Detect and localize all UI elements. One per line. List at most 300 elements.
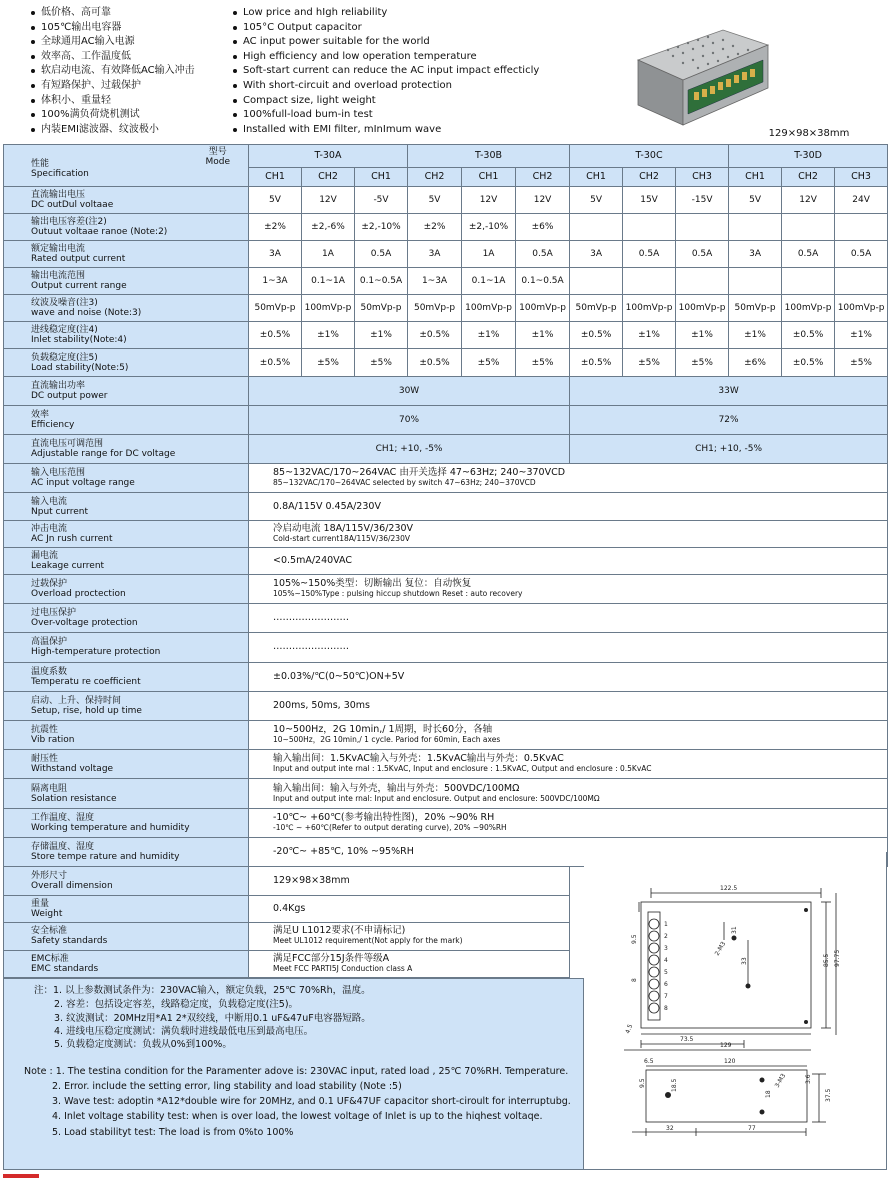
row-label xyxy=(4,376,249,405)
value-cell: 100mVp-p xyxy=(782,295,835,322)
dimension-label: 2-M3 xyxy=(713,940,728,957)
spec-row xyxy=(4,720,888,749)
value-cell: 0.5A xyxy=(355,240,408,267)
row-label-cn: 启动、上升、保持时间 xyxy=(31,695,122,706)
row-label xyxy=(4,923,249,950)
value-cell xyxy=(676,268,729,295)
terminal-number: 5 xyxy=(664,969,668,976)
value-cell: 100mVp-p xyxy=(623,295,676,322)
general-value xyxy=(249,547,888,574)
row-label-en: Inlet stability(Note:4) xyxy=(31,335,127,346)
general-value-sub: 10~500Hz，2G 10min,/ 1 cycle. Pariod for 60min, Each axes xyxy=(273,735,501,745)
row-label-cn: 过载保护 xyxy=(31,578,68,589)
row-label-en: wave and noise (Note:3) xyxy=(31,308,142,319)
value-cell: ±5% xyxy=(676,349,729,376)
row-label xyxy=(4,604,249,633)
notes-panel xyxy=(3,978,584,1170)
terminal-number: 4 xyxy=(664,957,668,964)
value-cell: ±2,-6% xyxy=(302,213,355,240)
row-label-en: Overall dimension xyxy=(31,881,113,892)
row-label xyxy=(4,268,249,295)
spec-row xyxy=(4,464,888,493)
spec-row xyxy=(4,405,888,434)
row-label-cn: 过电压保护 xyxy=(31,608,77,619)
feature-en-item: Soft-start current can reduce the AC input impact effecticly xyxy=(232,64,539,79)
value-cell: 1A xyxy=(462,240,516,267)
general-value-main: 129×98×38mm xyxy=(273,875,350,887)
feature-cn-item: 体积小、重量轻 xyxy=(30,94,195,109)
value-cell: ±1% xyxy=(729,322,782,349)
feature-en-item: 100%full-load bum-in test xyxy=(232,108,539,123)
merged-value-right: CH1; +10, -5% xyxy=(570,435,888,464)
row-label-cn: 外形尺寸 xyxy=(31,871,68,882)
row-label xyxy=(4,213,249,240)
feature-en-item: AC input power suitable for the world xyxy=(232,35,539,50)
dimension-label: 18 xyxy=(765,1090,772,1098)
row-label xyxy=(4,867,249,896)
corner-model-en: Mode xyxy=(205,157,230,167)
terminal-number: 1 xyxy=(664,921,668,928)
note-cn: 5. 负载稳定度测试：负载从0%到100%。 xyxy=(54,1039,232,1050)
row-label xyxy=(4,493,249,520)
general-value xyxy=(249,604,888,633)
row-label xyxy=(4,322,249,349)
value-cell: 50mVp-p xyxy=(408,295,462,322)
power-supply-photo xyxy=(628,20,773,130)
general-value-main: 0.8A/115V 0.45A/230V xyxy=(273,500,381,512)
row-label xyxy=(4,186,249,213)
value-cell: 50mVp-p xyxy=(570,295,623,322)
feature-en-item: High efficiency and low operation temperature xyxy=(232,50,539,65)
row-label-cn: 直流电压可调范围 xyxy=(31,439,104,450)
spec-row xyxy=(4,520,888,547)
dimension-label: 31 xyxy=(731,926,738,934)
general-value-main: 200ms, 50ms, 30ms xyxy=(273,699,370,711)
value-cell: ±0.5% xyxy=(408,322,462,349)
value-cell: ±5% xyxy=(623,349,676,376)
value-cell: 12V xyxy=(462,186,516,213)
value-cell xyxy=(729,213,782,240)
general-value-main: 105%~150%类型：切断输出 复位：自动恢复 xyxy=(273,577,472,589)
spec-row xyxy=(4,376,888,405)
row-label-en: Store tempe rature and humidity xyxy=(31,851,180,862)
value-cell: ±5% xyxy=(462,349,516,376)
value-cell: ±1% xyxy=(302,322,355,349)
feature-cn-item: 内装EMI滤波器、纹波极小 xyxy=(30,123,195,138)
value-cell: 24V xyxy=(835,186,888,213)
value-cell: ±1% xyxy=(676,322,729,349)
value-cell: 50mVp-p xyxy=(355,295,408,322)
dimension-label: 9.5 xyxy=(639,1078,646,1088)
general-value-main: …………………… xyxy=(273,641,349,653)
row-label xyxy=(4,574,249,603)
row-label-en: DC output power xyxy=(31,390,108,401)
value-cell: 50mVp-p xyxy=(249,295,302,322)
spec-row xyxy=(4,604,888,633)
spec-row xyxy=(4,322,888,349)
row-label xyxy=(4,720,249,749)
general-value-sub: Input and output inte rnal : 1.5KvAC, Input and enclosure : 1.5KvAC, Output and enclosure : 0.5KvAC xyxy=(273,764,652,774)
feature-cn-item: 软启动电流、有效降低AC输入冲击 xyxy=(30,64,195,79)
row-label-cn: 工作温度、湿度 xyxy=(31,812,95,823)
value-cell: ±1% xyxy=(355,322,408,349)
channel-header: CH3 xyxy=(835,167,888,186)
channel-header: CH2 xyxy=(408,167,462,186)
row-label-en: Withstand voltage xyxy=(31,764,114,775)
note-en: 4. Inlet voltage stability test: when is over load, the lowest voltage of Inlet is up to the hiqhest voltaqe. xyxy=(52,1111,543,1122)
value-cell: ±5% xyxy=(355,349,408,376)
value-cell: ±0.5% xyxy=(249,322,302,349)
feature-en-item: Low price and hIgh reliability xyxy=(232,6,539,21)
row-label-cn: 输出电流范围 xyxy=(31,271,86,282)
dimension-label: 18.5 xyxy=(671,1078,678,1092)
row-label-en: Outuut voltaae ranoe (Note:2) xyxy=(31,226,168,237)
general-value xyxy=(249,691,888,720)
row-label-cn: 存储温度、湿度 xyxy=(31,841,95,852)
dimension-label: 122.5 xyxy=(720,885,738,892)
dimension-label: 3-M3 xyxy=(773,1072,788,1089)
value-cell: 50mVp-p xyxy=(729,295,782,322)
terminal-number: 7 xyxy=(664,993,668,1000)
row-label-cn: 直流输出电压 xyxy=(31,189,86,200)
row-label-en: Leakage current xyxy=(31,560,105,571)
note-cn: 3. 纹波测试：20MHz用*A1 2*双绞线，中断用0.1 uF&47uF电容器短路。 xyxy=(54,1013,371,1024)
row-label-cn: 直流输出功率 xyxy=(31,380,86,391)
channel-header: CH1 xyxy=(249,167,302,186)
row-label xyxy=(4,633,249,662)
row-label xyxy=(4,896,249,923)
row-label-en: Safety standards xyxy=(31,936,108,947)
value-cell: ±0.5% xyxy=(249,349,302,376)
merged-value-right: 33W xyxy=(570,376,888,405)
row-label-en: Output current range xyxy=(31,281,127,292)
row-label-cn: 冲击电流 xyxy=(31,523,68,534)
value-cell: ±5% xyxy=(302,349,355,376)
spec-row xyxy=(4,295,888,322)
dimension-label: 37.5 xyxy=(825,1088,832,1102)
feature-en-item: Compact size, light weight xyxy=(232,94,539,109)
accent-bar xyxy=(3,1174,39,1178)
row-label-en: Nput current xyxy=(31,506,89,517)
terminal-number: 3 xyxy=(664,945,668,952)
general-value xyxy=(249,720,888,749)
value-cell: 1~3A xyxy=(249,268,302,295)
value-cell xyxy=(570,268,623,295)
corner-model-cn: 型号 xyxy=(208,147,227,157)
row-label-cn: 输入电压范围 xyxy=(31,468,86,479)
row-label-en: Working temperature and humidity xyxy=(31,822,190,833)
value-cell: 12V xyxy=(516,186,570,213)
dimension-label: 4.5 xyxy=(624,1023,635,1035)
row-label xyxy=(4,295,249,322)
channel-header: CH1 xyxy=(729,167,782,186)
general-value-main: ±0.03%/℃(0~50℃)ON+5V xyxy=(273,670,405,682)
general-value xyxy=(249,520,888,547)
value-cell: ±5% xyxy=(835,349,888,376)
features-cn-list xyxy=(30,6,195,137)
row-label xyxy=(4,349,249,376)
value-cell: ±1% xyxy=(516,322,570,349)
spec-row xyxy=(4,213,888,240)
feature-cn-item: 低价格、高可靠 xyxy=(30,6,195,21)
note-cn: 注：1. 以上参数测试条件为：230VAC输入，额定负载，25℃ 70%Rh，温度。 xyxy=(34,985,371,996)
value-cell: 12V xyxy=(302,186,355,213)
row-label-en: High-temperature protection xyxy=(31,647,161,658)
value-cell: 0.1~0.5A xyxy=(516,268,570,295)
row-label-en: Setup, rise, hold up time xyxy=(31,705,142,716)
value-cell: 0.5A xyxy=(835,240,888,267)
feature-cn-item: 105℃输出电容器 xyxy=(30,21,195,36)
dimension-label: 120 xyxy=(724,1058,736,1065)
channel-header: CH1 xyxy=(570,167,623,186)
general-value xyxy=(249,950,570,977)
value-cell xyxy=(676,213,729,240)
value-cell: 3A xyxy=(408,240,462,267)
row-label-en: Load stability(Note:5) xyxy=(31,362,129,373)
general-value xyxy=(249,808,888,837)
general-value-main: 输入输出间：输入与外壳，输出与外壳：500VDC/100MΩ xyxy=(273,782,520,794)
feature-cn-item: 效率高、工作温度低 xyxy=(30,50,195,65)
row-label-cn: 隔离电阻 xyxy=(31,783,68,794)
value-cell xyxy=(782,268,835,295)
row-label xyxy=(4,750,249,779)
value-cell xyxy=(570,213,623,240)
spec-row xyxy=(4,574,888,603)
value-cell xyxy=(623,213,676,240)
value-cell: ±6% xyxy=(729,349,782,376)
row-label xyxy=(4,405,249,434)
spec-row xyxy=(4,633,888,662)
row-label-cn: 高温保护 xyxy=(31,637,68,648)
model-header: T-30D xyxy=(729,145,888,168)
general-value xyxy=(249,923,570,950)
row-label-en: Overload proctection xyxy=(31,588,126,599)
general-value-main: <0.5mA/240VAC xyxy=(273,554,353,566)
model-header: T-30A xyxy=(249,145,408,168)
value-cell: ±0.5% xyxy=(782,349,835,376)
value-cell: 100mVp-p xyxy=(516,295,570,322)
dimension-label: 85.5 xyxy=(823,953,830,967)
value-cell xyxy=(729,268,782,295)
general-value xyxy=(249,662,888,691)
general-value xyxy=(249,896,570,923)
general-value-main: 10~500Hz，2G 10min,/ 1周期，时长60分，各轴 xyxy=(273,724,493,736)
general-value-main: 0.4Kgs xyxy=(273,903,306,915)
value-cell: ±6% xyxy=(516,213,570,240)
feature-en-item: With short-circuit and overload protection xyxy=(232,79,539,94)
spec-row xyxy=(4,691,888,720)
value-cell: -5V xyxy=(355,186,408,213)
dimension-label: 77 xyxy=(748,1125,756,1132)
spec-row xyxy=(4,808,888,837)
value-cell: 0.5A xyxy=(782,240,835,267)
value-cell: ±2% xyxy=(408,213,462,240)
value-cell: 0.1~0.5A xyxy=(355,268,408,295)
value-cell: ±1% xyxy=(623,322,676,349)
value-cell: 100mVp-p xyxy=(835,295,888,322)
value-cell: 3A xyxy=(570,240,623,267)
general-value-sub: 85~132VAC/170~264VAC selected by switch 47~63Hz; 240~370VCD xyxy=(273,478,536,488)
row-label-cn: 额定输出电流 xyxy=(31,244,86,255)
spec-row xyxy=(4,240,888,267)
value-cell: -15V xyxy=(676,186,729,213)
value-cell: 5V xyxy=(729,186,782,213)
general-value xyxy=(249,493,888,520)
row-label xyxy=(4,520,249,547)
value-cell: 0.5A xyxy=(676,240,729,267)
general-value xyxy=(249,867,570,896)
spec-row xyxy=(4,268,888,295)
dimension-label: 129 xyxy=(720,1042,732,1049)
general-value-sub: Input and output inte rnal: Input and enclosure. Output and enclosure: 500VDC/100MΩ xyxy=(273,793,600,803)
terminal-number: 8 xyxy=(664,1005,668,1012)
row-label-en: AC Jn rush current xyxy=(31,533,113,544)
general-value-main: …………………… xyxy=(273,612,349,624)
row-label-cn: 进线稳定度(注4) xyxy=(31,325,98,336)
note-en: 2. Error. include the setting error, ling stability and load stability (Note :5) xyxy=(52,1081,402,1092)
row-label-cn: 效率 xyxy=(31,409,50,420)
row-label xyxy=(4,435,249,464)
value-cell xyxy=(835,213,888,240)
value-cell: 0.1~1A xyxy=(462,268,516,295)
value-cell: ±2,-10% xyxy=(462,213,516,240)
value-cell: 5V xyxy=(249,186,302,213)
row-label-cn: EMC标准 xyxy=(31,953,69,964)
general-value-sub: Meet UL1012 requirement(Not apply for the mark) xyxy=(273,936,463,946)
general-value xyxy=(249,779,888,808)
spec-row xyxy=(4,435,888,464)
row-label-cn: 漏电流 xyxy=(31,550,59,561)
row-label-cn: 抗震性 xyxy=(31,725,59,736)
feature-en-item: Installed with EMI filter, mInImum wave xyxy=(232,123,539,138)
note-en: Note : 1. The testina condition for the Paramenter adove is: 230VAC input, rated load , 25℃ 70%RH. Temperature. xyxy=(24,1066,569,1077)
spec-row xyxy=(4,349,888,376)
value-cell: 1~3A xyxy=(408,268,462,295)
value-cell: 5V xyxy=(408,186,462,213)
value-cell: ±2% xyxy=(249,213,302,240)
value-cell: 0.5A xyxy=(516,240,570,267)
general-value-sub: 105%~150%Type : pulsing hiccup shutdown Reset : auto recovery xyxy=(273,588,523,598)
value-cell: ±1% xyxy=(462,322,516,349)
row-label-cn: 负载稳定度(注5) xyxy=(31,352,98,363)
terminal-number: 2 xyxy=(664,933,668,940)
general-value xyxy=(249,574,888,603)
value-cell: 3A xyxy=(249,240,302,267)
row-label-en: AC input voltage range xyxy=(31,478,135,489)
spec-row xyxy=(4,547,888,574)
row-label xyxy=(4,240,249,267)
general-value-sub: Cold-start current18A/115V/36/230V xyxy=(273,533,410,543)
channel-header: CH2 xyxy=(782,167,835,186)
row-label xyxy=(4,464,249,493)
corner-header xyxy=(4,145,249,187)
feature-cn-item: 有短路保护、过载保护 xyxy=(30,79,195,94)
row-label xyxy=(4,547,249,574)
value-cell: 5V xyxy=(570,186,623,213)
general-value-main: 满足FCC部分15J条件等级A xyxy=(273,952,390,964)
value-cell: 1A xyxy=(302,240,355,267)
dimension-label: 8 xyxy=(631,978,638,982)
general-value xyxy=(249,750,888,779)
value-cell: 0.5A xyxy=(623,240,676,267)
note-cn: 2. 容差：包括设定容差，线路稳定度，负载稳定度(注5)。 xyxy=(54,999,299,1010)
merged-value-left: 70% xyxy=(249,405,570,434)
row-label-en: Over-voltage protection xyxy=(31,618,138,629)
product-dimensions: 129×98×38mm xyxy=(768,128,850,139)
general-value-main: -10℃~ +60℃(参考输出特性图)，20% ~90% RH xyxy=(273,811,495,823)
model-header: T-30C xyxy=(570,145,729,168)
value-cell: ±2,-10% xyxy=(355,213,408,240)
row-label-cn: 输入电流 xyxy=(31,496,68,507)
spec-row xyxy=(4,493,888,520)
general-value-sub: -10℃ ~ +60℃(Refer to output derating curve), 20% ~90%RH xyxy=(273,822,507,832)
features-en-list xyxy=(232,6,539,137)
dimension-label: 97.75 xyxy=(834,949,841,967)
corner-en: Specification xyxy=(31,168,89,179)
row-label xyxy=(4,779,249,808)
value-cell: ±0.5% xyxy=(570,322,623,349)
channel-header: CH2 xyxy=(302,167,355,186)
value-cell: ±0.5% xyxy=(782,322,835,349)
value-cell: 0.1~1A xyxy=(302,268,355,295)
channel-header: CH3 xyxy=(676,167,729,186)
row-label xyxy=(4,662,249,691)
dimension-label: 32 xyxy=(666,1125,674,1132)
general-value-main: 满足U L1012要求(不申请标记) xyxy=(273,925,406,937)
channel-header: CH2 xyxy=(516,167,570,186)
terminal-number: 6 xyxy=(664,981,668,988)
general-value-main: -20℃~ +85℃, 10% ~95%RH xyxy=(273,845,414,857)
row-label-en: EMC standards xyxy=(31,963,99,974)
dimension-label: 33 xyxy=(741,957,748,965)
row-label-en: Weight xyxy=(31,909,63,920)
value-cell xyxy=(835,268,888,295)
general-value-main: 输入输出间：1.5KvAC输入与外壳：1.5KvAC输出与外壳：0.5KvAC xyxy=(273,753,564,765)
value-cell: 3A xyxy=(729,240,782,267)
row-label xyxy=(4,691,249,720)
model-header: T-30B xyxy=(408,145,570,168)
feature-cn-item: 100%满负荷烧机测试 xyxy=(30,108,195,123)
value-cell: 100mVp-p xyxy=(676,295,729,322)
row-label-en: Rated output current xyxy=(31,254,126,265)
value-cell: 100mVp-p xyxy=(462,295,516,322)
note-en: 3. Wave test: adoptin *A12*double wire for 20MHz, and 0.1 UF&47UF capacitor short-ciroult for interruptubg. xyxy=(52,1096,571,1107)
row-label xyxy=(4,837,249,866)
row-label xyxy=(4,808,249,837)
row-label-en: Solation resistance xyxy=(31,793,117,804)
row-label-cn: 纹波及噪音(注3) xyxy=(31,298,98,309)
note-cn: 4. 进线电压稳定度测试：满负载时进线最低电压到最高电压。 xyxy=(54,1026,314,1037)
row-label-en: Temperatu re coefficient xyxy=(31,676,141,687)
value-cell: ±5% xyxy=(516,349,570,376)
value-cell xyxy=(782,213,835,240)
value-cell: 100mVp-p xyxy=(302,295,355,322)
spec-row xyxy=(4,750,888,779)
spec-row xyxy=(4,186,888,213)
merged-value-left: CH1; +10, -5% xyxy=(249,435,570,464)
dimension-label: 73.5 xyxy=(680,1036,694,1043)
channel-header: CH1 xyxy=(355,167,408,186)
row-label-en: Efficiency xyxy=(31,419,75,430)
general-value-main: 85~132VAC/170~264VAC 由开关选择 47~63Hz; 240~370VCD xyxy=(273,467,566,479)
value-cell: 15V xyxy=(623,186,676,213)
row-label-cn: 输出电压容差(注2) xyxy=(31,216,107,227)
row-label-cn: 安全标准 xyxy=(31,926,68,937)
row-label-en: Adjustable range for DC voltage xyxy=(31,449,176,460)
spec-row xyxy=(4,662,888,691)
general-value xyxy=(249,464,888,493)
value-cell: ±0.5% xyxy=(408,349,462,376)
